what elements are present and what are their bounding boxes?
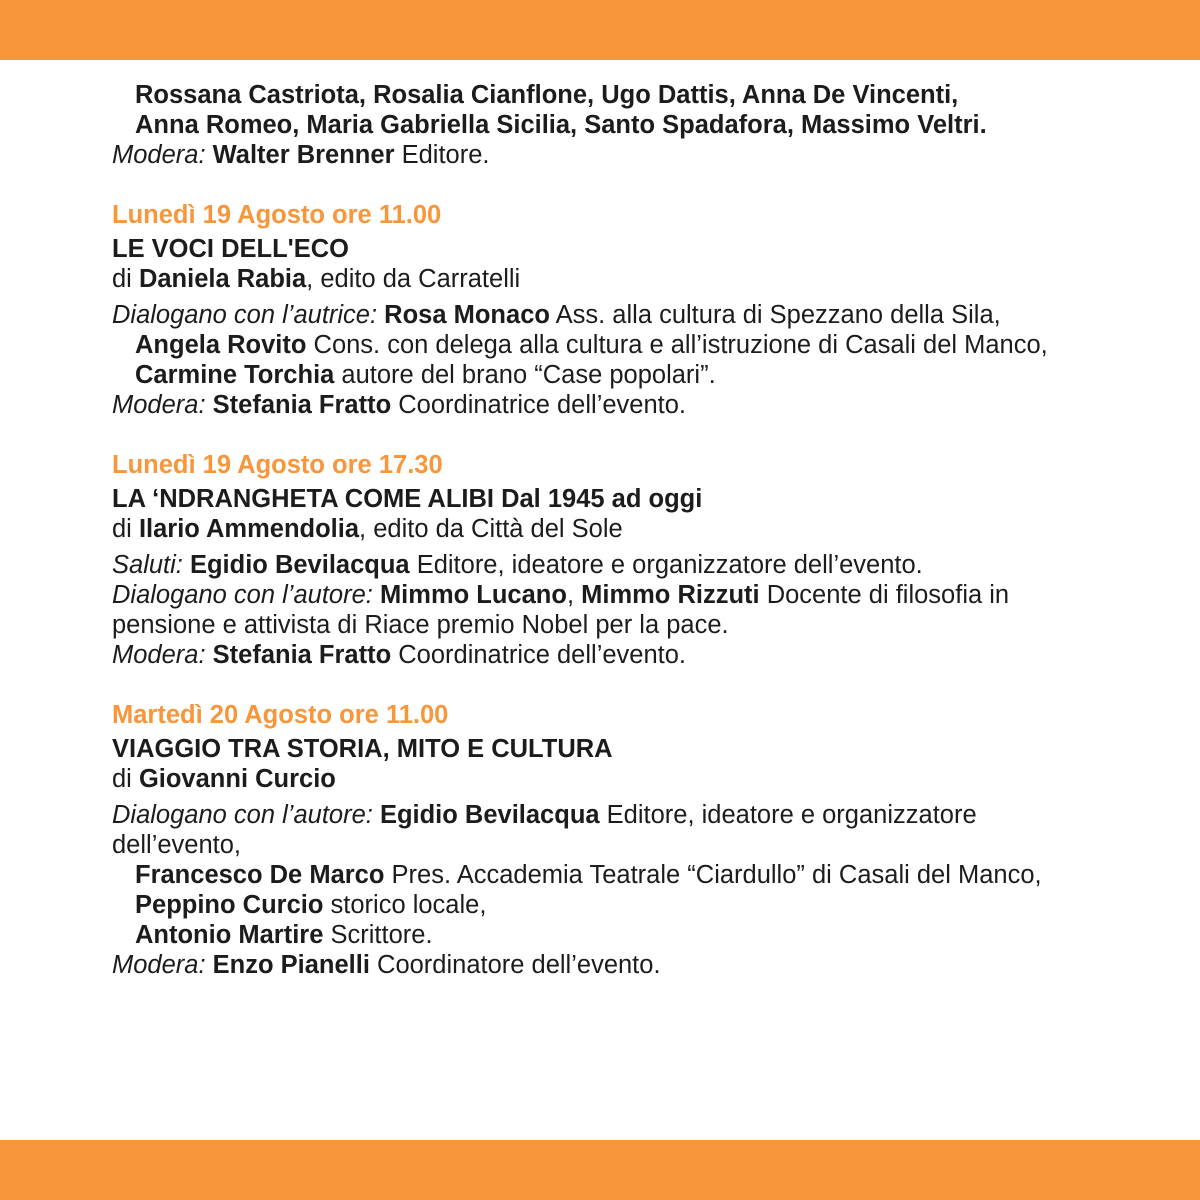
speaker-line: Francesco De Marco Pres. Accademia Teatrale “Ciardullo” di Casali del Manco, [135,861,1042,889]
dialogue-line: Dialogano con l’autore: Mimmo Lucano, Mimmo Rizzuti Docente di filosofia in [112,581,1010,609]
program-content [112,80,1187,980]
greetings-line: Saluti: Egidio Bevilacqua Editore, ideatore e organizzatore dell’evento. [112,551,923,579]
bottom-orange-band [0,1140,1200,1200]
speaker-line: Antonio Martire Scrittore. [135,921,433,949]
event-title: VIAGGIO TRA STORIA, MITO E CULTURA [112,735,613,763]
moderator-line [112,140,1187,170]
event-author: di Ilario Ammendolia, edito da Città del Sole [112,515,623,543]
event-title: LE VOCI DELL'ECO [112,235,349,263]
dialogue-line-continued: pensione e attivista di Riace premio Nobel per la pace. [112,611,729,639]
event-1 [112,200,1187,420]
moderator-line: Modera: Stefania Fratto Coordinatrice dell’evento. [112,641,687,669]
moderator-line: Modera: Stefania Fratto Coordinatrice dell’evento. [112,391,687,419]
moderator-name: Walter Brenner [212,141,395,169]
event-date: Lunedì 19 Agosto ore 17.30 [112,451,443,479]
event-2 [112,450,1187,670]
dialogue-line-continued: dell’evento, [112,831,242,859]
participants-line-1: Rossana Castriota, Rosalia Cianflone, Ugo Dattis, Anna De Vincenti, [135,81,959,109]
speaker-line: Peppino Curcio storico locale, [135,891,487,919]
moderator-line: Modera: Enzo Pianelli Coordinatore dell’evento. [112,951,661,979]
event-date: Lunedì 19 Agosto ore 11.00 [112,201,442,229]
event-author: di Giovanni Curcio [112,765,336,793]
event-date: Martedì 20 Agosto ore 11.00 [112,701,449,729]
dialogue-line: Dialogano con l’autrice: Rosa Monaco Ass. alla cultura di Spezzano della Sila, [112,301,1001,329]
dialogue-line: Dialogano con l’autore: Egidio Bevilacqua Editore, ideatore e organizzatore [112,801,977,829]
event-3 [112,700,1187,980]
speaker-line: Carmine Torchia autore del brano “Case popolari”. [135,361,716,389]
participants-line-2: Anna Romeo, Maria Gabriella Sicilia, Santo Spadafora, Massimo Veltri. [135,111,987,139]
moderator-label: Modera: [112,141,206,169]
moderator-role: Editore. [394,141,490,169]
event-title: LA ‘NDRANGHETA COME ALIBI Dal 1945 ad oggi [112,485,703,513]
intro-block [112,80,1187,170]
event-author: di Daniela Rabia, edito da Carratelli [112,265,521,293]
top-orange-band [0,0,1200,60]
speaker-line: Angela Rovito Cons. con delega alla cultura e all’istruzione di Casali del Manco, [135,331,1048,359]
